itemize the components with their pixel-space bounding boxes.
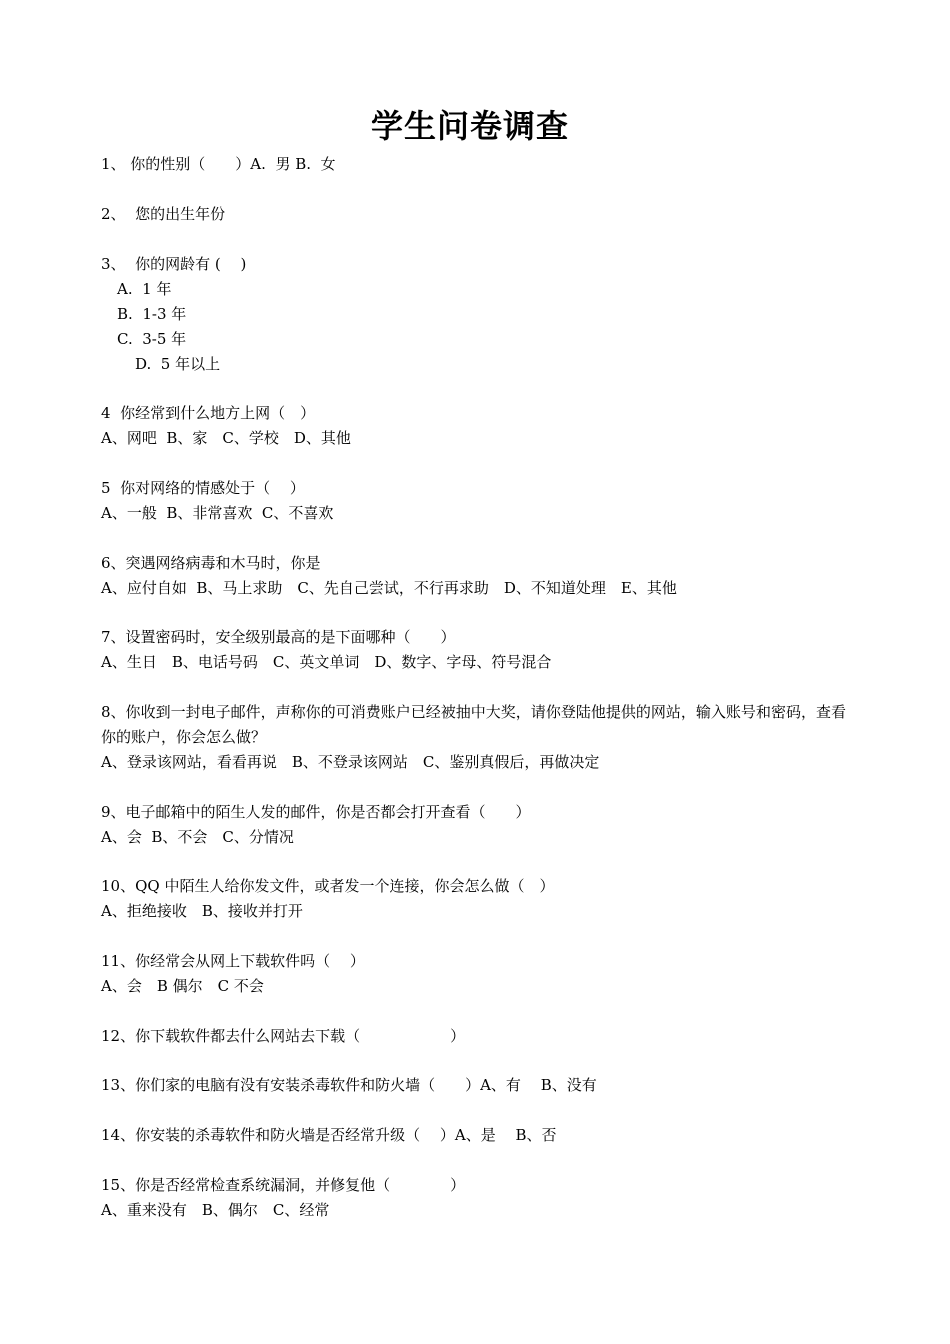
question-5-options: A、一般 B、非常喜欢 C、不喜欢 bbox=[101, 504, 334, 522]
question-3-option-d: D. 5 年以上 bbox=[135, 355, 221, 373]
page-title: 学生问卷调查 bbox=[370, 107, 569, 145]
question-4-options: A、网吧 B、家 C、学校 D、其他 bbox=[101, 429, 351, 447]
question-2-birth-year: 2、 您的出生年份 bbox=[101, 205, 226, 223]
question-15-options: A、重来没有 B、偶尔 C、经常 bbox=[101, 1201, 330, 1219]
question-14-upgrade: 14、你安装的杀毒软件和防火墙是否经常升级（ ）A、是 B、否 bbox=[101, 1126, 557, 1144]
question-11-options: A、会 B 偶尔 C 不会 bbox=[101, 977, 264, 995]
question-9-stranger-mail: 9、电子邮箱中的陌生人发的邮件，你是否都会打开查看（ ） bbox=[101, 803, 531, 821]
question-6-options: A、应付自如 B、马上求助 C、先自己尝试，不行再求助 D、不知道处理 E、其他 bbox=[101, 579, 677, 597]
question-10-options: A、拒绝接收 B、接收并打开 bbox=[101, 902, 303, 920]
question-5-feeling: 5 你对网络的情感处于（ ） bbox=[101, 479, 305, 497]
question-1-gender: 1、 你的性别（ ）A. 男 B. 女 bbox=[101, 155, 336, 173]
question-4-location: 4 你经常到什么地方上网（ ） bbox=[101, 404, 316, 422]
question-3-option-c: C. 3-5 年 bbox=[117, 330, 187, 348]
question-7-password: 7、设置密码时，安全级别最高的是下面哪种（ ） bbox=[101, 628, 456, 646]
question-9-options: A、会 B、不会 C、分情况 bbox=[101, 828, 294, 846]
question-6-virus: 6、突遇网络病毒和木马时，你是 bbox=[101, 554, 321, 572]
question-12-download-site: 12、你下载软件都去什么网站去下载（ ） bbox=[101, 1027, 466, 1045]
question-8-email-prize: 8、你收到一封电子邮件，声称你的可消费账户已经被抽中大奖，请你登陆他提供的网站，输入账号和密码，查看你的账户，你会怎么做？ bbox=[101, 703, 846, 746]
question-11-download: 11、你经常会从网上下载软件吗（ ） bbox=[101, 952, 365, 970]
question-8-options: A、登录该网站，看看再说 B、不登录该网站 C、鉴别真假后，再做决定 bbox=[101, 753, 600, 771]
question-10-qq-file: 10、QQ 中陌生人给你发文件，或者发一个连接，你会怎么做（ ） bbox=[101, 877, 555, 895]
question-13-antivirus: 13、你们家的电脑有没有安装杀毒软件和防火墙（ ）A、有 B、没有 bbox=[101, 1076, 597, 1094]
question-15-vulnerability: 15、你是否经常检查系统漏洞，并修复他（ ） bbox=[101, 1176, 466, 1194]
question-3-net-age: 3、 你的网龄有 ( ) bbox=[101, 255, 247, 273]
question-3-option-b: B. 1-3 年 bbox=[117, 305, 187, 323]
question-7-options: A、生日 B、电话号码 C、英文单词 D、数字、字母、符号混合 bbox=[101, 653, 552, 671]
question-3-option-a: A. 1 年 bbox=[117, 280, 172, 298]
